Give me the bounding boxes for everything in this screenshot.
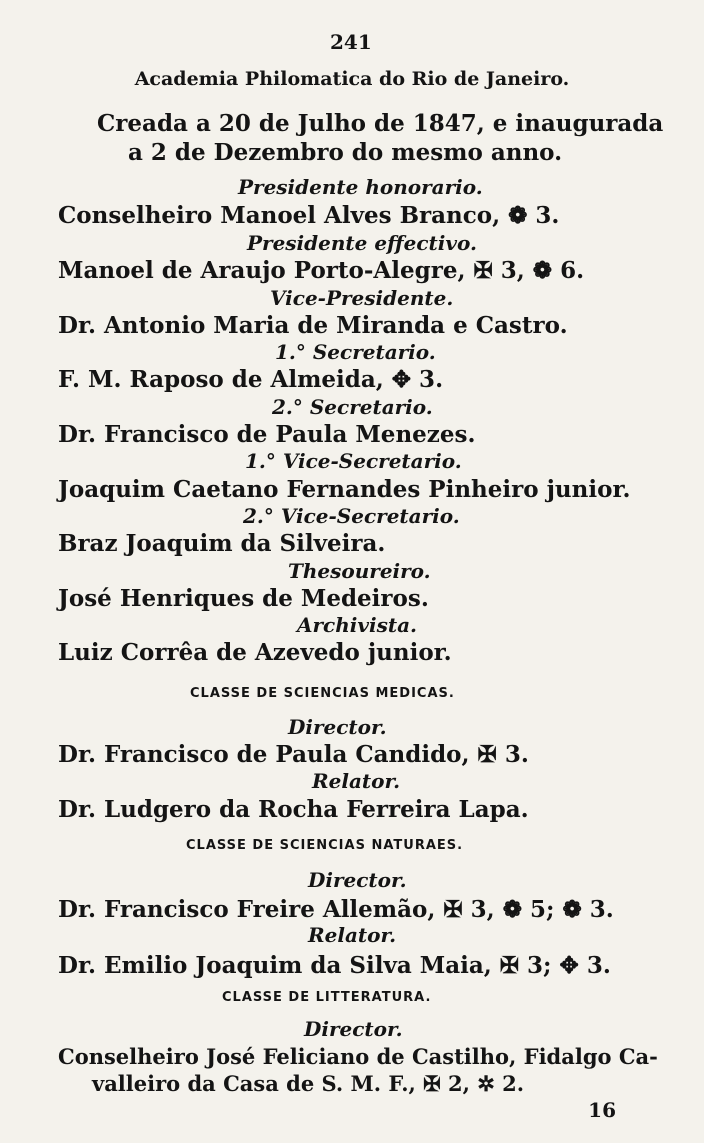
heading-director-naturaes: Director.: [308, 868, 407, 892]
name-secretario-2: Dr. Francisco de Paula Menezes.: [58, 421, 476, 448]
name-archivista: Luiz Corrêa de Azevedo junior.: [58, 639, 452, 666]
heading-vice-secretario-2: 2.° Vice-Secretario.: [243, 504, 460, 528]
signature-mark: 16: [588, 1098, 616, 1122]
heading-archivista: Archivista.: [297, 613, 418, 637]
name-director-litteratura-line2: valleiro da Casa de S. M. F., ✠ 2, ✲ 2.: [92, 1071, 525, 1096]
page-number: 241: [330, 30, 372, 54]
heading-thesoureiro: Thesoureiro.: [288, 559, 431, 583]
name-relator-naturaes: Dr. Emilio Joaquim da Silva Maia, ✠ 3; ✥ 3.: [58, 952, 611, 979]
heading-classe-litteratura: CLASSE DE LITTERATURA.: [222, 990, 432, 1005]
heading-classe-medicas: CLASSE DE SCIENCIAS MEDICAS.: [190, 686, 455, 701]
name-director-naturaes: Dr. Francisco Freire Allemão, ✠ 3, ❁ 5; ❁ 3.: [58, 896, 614, 923]
heading-director-litteratura: Director.: [304, 1017, 403, 1041]
heading-presidente-effectivo: Presidente effectivo.: [247, 231, 477, 255]
name-secretario-1: F. M. Raposo de Almeida, ✥ 3.: [58, 366, 444, 393]
heading-director-medicas: Director.: [288, 715, 387, 739]
name-presidente-honorario: Conselheiro Manoel Alves Branco, ❁ 3.: [58, 202, 560, 229]
name-director-litteratura-line1: Conselheiro José Feliciano de Castilho, Fidalgo Ca-: [58, 1044, 658, 1069]
document-title: Academia Philomatica do Rio de Janeiro.: [134, 68, 570, 90]
name-vice-secretario-1: Joaquim Caetano Fernandes Pinheiro junior.: [58, 476, 631, 503]
intro-line-2: a 2 de Dezembro do mesmo anno.: [128, 139, 563, 166]
name-director-medicas: Dr. Francisco de Paula Candido, ✠ 3.: [58, 741, 529, 768]
heading-relator-naturaes: Relator.: [308, 923, 397, 947]
name-relator-medicas: Dr. Ludgero da Rocha Ferreira Lapa.: [58, 796, 529, 823]
name-presidente-effectivo: Manoel de Araujo Porto-Alegre, ✠ 3, ❁ 6.: [58, 257, 585, 284]
heading-secretario-1: 1.° Secretario.: [275, 340, 436, 364]
heading-classe-naturaes: CLASSE DE SCIENCIAS NATURAES.: [186, 838, 464, 853]
heading-presidente-honorario: Presidente honorario.: [238, 175, 483, 199]
heading-secretario-2: 2.° Secretario.: [272, 395, 433, 419]
name-vice-presidente: Dr. Antonio Maria de Miranda e Castro.: [58, 312, 568, 339]
heading-relator-medicas: Relator.: [312, 769, 401, 793]
name-vice-secretario-2: Braz Joaquim da Silveira.: [58, 530, 386, 557]
intro-line-1: Creada a 20 de Julho de 1847, e inaugurada: [97, 110, 664, 137]
heading-vice-secretario-1: 1.° Vice-Secretario.: [245, 449, 462, 473]
name-thesoureiro: José Henriques de Medeiros.: [58, 585, 429, 612]
heading-vice-presidente: Vice-Presidente.: [270, 286, 454, 310]
